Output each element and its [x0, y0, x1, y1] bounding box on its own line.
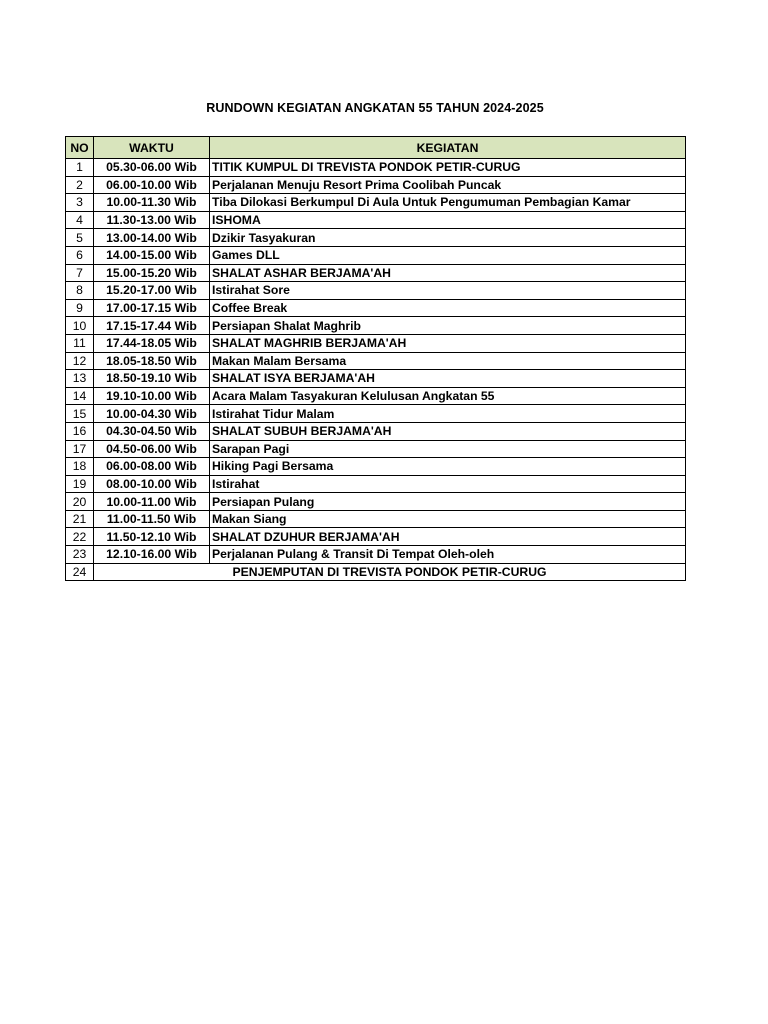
row-time: 10.00-11.00 Wib — [94, 493, 210, 511]
table-row — [66, 405, 686, 423]
row-activity: SHALAT ISYA BERJAMA'AH — [210, 370, 686, 388]
row-activity: SHALAT SUBUH BERJAMA'AH — [210, 422, 686, 440]
row-number: 4 — [66, 211, 94, 229]
row-activity: Makan Siang — [210, 510, 686, 528]
header-time: WAKTU — [94, 137, 210, 159]
row-time: 19.10-10.00 Wib — [94, 387, 210, 405]
table-row — [66, 229, 686, 247]
row-number: 21 — [66, 510, 94, 528]
table-row — [66, 317, 686, 335]
row-number: 12 — [66, 352, 94, 370]
row-time: 05.30-06.00 Wib — [94, 159, 210, 177]
row-activity: SHALAT DZUHUR BERJAMA'AH — [210, 528, 686, 546]
table-row — [66, 546, 686, 564]
row-activity: Hiking Pagi Bersama — [210, 458, 686, 476]
row-time: 17.00-17.15 Wib — [94, 299, 210, 317]
document-title: RUNDOWN KEGIATAN ANGKATAN 55 TAHUN 2024-2025 — [206, 101, 544, 115]
row-activity: Perjalanan Pulang & Transit Di Tempat Oleh-oleh — [210, 546, 686, 564]
row-number: 17 — [66, 440, 94, 458]
row-number: 20 — [66, 493, 94, 511]
table-row — [66, 493, 686, 511]
row-activity: SHALAT MAGHRIB BERJAMA'AH — [210, 334, 686, 352]
table-row — [66, 422, 686, 440]
row-number: 6 — [66, 246, 94, 264]
row-activity: Perjalanan Menuju Resort Prima Coolibah Puncak — [210, 176, 686, 194]
row-time: 15.20-17.00 Wib — [94, 282, 210, 300]
header-activity: KEGIATAN — [210, 137, 686, 159]
row-time: 04.50-06.00 Wib — [94, 440, 210, 458]
row-number: 9 — [66, 299, 94, 317]
row-time: 06.00-08.00 Wib — [94, 458, 210, 476]
row-time: 17.44-18.05 Wib — [94, 334, 210, 352]
row-time: 17.15-17.44 Wib — [94, 317, 210, 335]
table-row-final — [66, 563, 686, 581]
row-number: 2 — [66, 176, 94, 194]
row-activity: ISHOMA — [210, 211, 686, 229]
row-number: 11 — [66, 334, 94, 352]
row-number: 1 — [66, 159, 94, 177]
row-number: 7 — [66, 264, 94, 282]
row-activity-merged: PENJEMPUTAN DI TREVISTA PONDOK PETIR-CURUG — [94, 563, 686, 581]
row-time: 18.50-19.10 Wib — [94, 370, 210, 388]
table-row — [66, 264, 686, 282]
row-activity: Istirahat Tidur Malam — [210, 405, 686, 423]
row-number: 23 — [66, 546, 94, 564]
row-time: 15.00-15.20 Wib — [94, 264, 210, 282]
row-activity: Makan Malam Bersama — [210, 352, 686, 370]
row-activity: Persiapan Shalat Maghrib — [210, 317, 686, 335]
row-number: 18 — [66, 458, 94, 476]
table-row — [66, 282, 686, 300]
table-body — [66, 159, 686, 581]
row-time: 08.00-10.00 Wib — [94, 475, 210, 493]
row-number: 15 — [66, 405, 94, 423]
row-number: 24 — [66, 563, 94, 581]
row-time: 11.30-13.00 Wib — [94, 211, 210, 229]
row-number: 8 — [66, 282, 94, 300]
row-number: 10 — [66, 317, 94, 335]
row-number: 22 — [66, 528, 94, 546]
row-activity: Acara Malam Tasyakuran Kelulusan Angkatan 55 — [210, 387, 686, 405]
row-activity: Persiapan Pulang — [210, 493, 686, 511]
row-time: 10.00-11.30 Wib — [94, 194, 210, 212]
table-row — [66, 176, 686, 194]
table-row — [66, 194, 686, 212]
row-activity: Sarapan Pagi — [210, 440, 686, 458]
table-row — [66, 475, 686, 493]
row-number: 16 — [66, 422, 94, 440]
row-number: 5 — [66, 229, 94, 247]
row-time: 06.00-10.00 Wib — [94, 176, 210, 194]
row-time: 14.00-15.00 Wib — [94, 246, 210, 264]
table-row — [66, 440, 686, 458]
rundown-table — [65, 136, 686, 581]
table-row — [66, 510, 686, 528]
table-header-row — [66, 137, 686, 159]
table-row — [66, 246, 686, 264]
table-row — [66, 370, 686, 388]
row-time: 13.00-14.00 Wib — [94, 229, 210, 247]
row-time: 18.05-18.50 Wib — [94, 352, 210, 370]
row-activity: Games DLL — [210, 246, 686, 264]
row-number: 3 — [66, 194, 94, 212]
row-time: 11.50-12.10 Wib — [94, 528, 210, 546]
row-activity: Dzikir Tasyakuran — [210, 229, 686, 247]
row-activity: Coffee Break — [210, 299, 686, 317]
row-time: 12.10-16.00 Wib — [94, 546, 210, 564]
table-row — [66, 159, 686, 177]
header-no: NO — [66, 137, 94, 159]
row-activity: Istirahat Sore — [210, 282, 686, 300]
table-row — [66, 387, 686, 405]
table-row — [66, 352, 686, 370]
table-row — [66, 528, 686, 546]
row-number: 19 — [66, 475, 94, 493]
row-time: 11.00-11.50 Wib — [94, 510, 210, 528]
row-number: 14 — [66, 387, 94, 405]
row-activity: Tiba Dilokasi Berkumpul Di Aula Untuk Pengumuman Pembagian Kamar — [210, 194, 686, 212]
row-activity: TITIK KUMPUL DI TREVISTA PONDOK PETIR-CURUG — [210, 159, 686, 177]
row-activity: Istirahat — [210, 475, 686, 493]
row-number: 13 — [66, 370, 94, 388]
row-time: 04.30-04.50 Wib — [94, 422, 210, 440]
row-time: 10.00-04.30 Wib — [94, 405, 210, 423]
table-row — [66, 334, 686, 352]
table-row — [66, 299, 686, 317]
table-row — [66, 458, 686, 476]
table-row — [66, 211, 686, 229]
row-activity: SHALAT ASHAR BERJAMA'AH — [210, 264, 686, 282]
